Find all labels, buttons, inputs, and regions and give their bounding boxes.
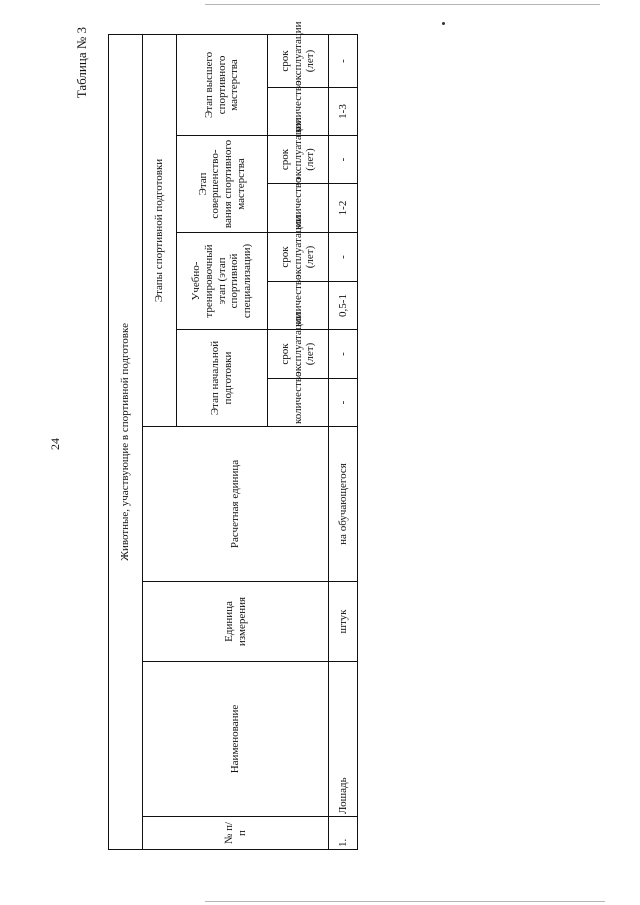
scan-border-bottom [205,901,605,902]
cell-value: - [329,330,358,379]
subheader-term: срок эксплуатации (лет) [267,136,328,184]
cell-value: - [329,136,358,184]
table-row [329,34,358,849]
table-caption: Таблица № 3 [74,27,89,99]
subheader-quantity: количество [267,379,328,427]
subheader-quantity: количество [267,282,328,330]
animals-table [108,21,358,850]
cell-value: 1-3 [329,88,358,136]
header-calc: Расчетная единица [143,427,329,582]
stage-improvement: Этап совершенство-вания спортивного мастерства [177,136,267,233]
subheader-quantity: количество [267,184,328,233]
page-number: 24 [48,438,62,450]
cell-unit: штук [329,582,358,662]
cell-value: 1-2 [329,184,358,233]
header-phases: Этапы спортивной подготовки [143,34,177,426]
header-num: № п/п [143,817,329,850]
table-title: Животные, участвующие в спортивной подготовке [109,34,143,849]
subheader-quantity: количество [267,88,328,136]
scan-speck [442,22,445,25]
cell-name: Лошадь [329,662,358,817]
header-unit: Единица измерения [143,582,329,662]
stage-training: Учебно-тренировочный этап (этап спортивной специализации) [177,233,267,330]
header-name: Наименование [143,662,329,817]
cell-value: - [329,379,358,427]
stage-initial: Этап начальной подготовки [177,330,267,427]
subheader-term: срок эксплуатации (лет) [267,34,328,87]
cell-value: - [329,233,358,282]
cell-value: - [329,34,358,87]
cell-calc: на обучающегося [329,427,358,582]
stage-highest: Этап высшего спортивного мастерства [177,34,267,135]
scan-border-top [205,4,600,5]
subheader-term: срок эксплуатации (лет) [267,330,328,379]
cell-value: 0,5-1 [329,282,358,330]
subheader-term: срок эксплуатации (лет) [267,233,328,282]
cell-num: 1. [329,817,358,850]
